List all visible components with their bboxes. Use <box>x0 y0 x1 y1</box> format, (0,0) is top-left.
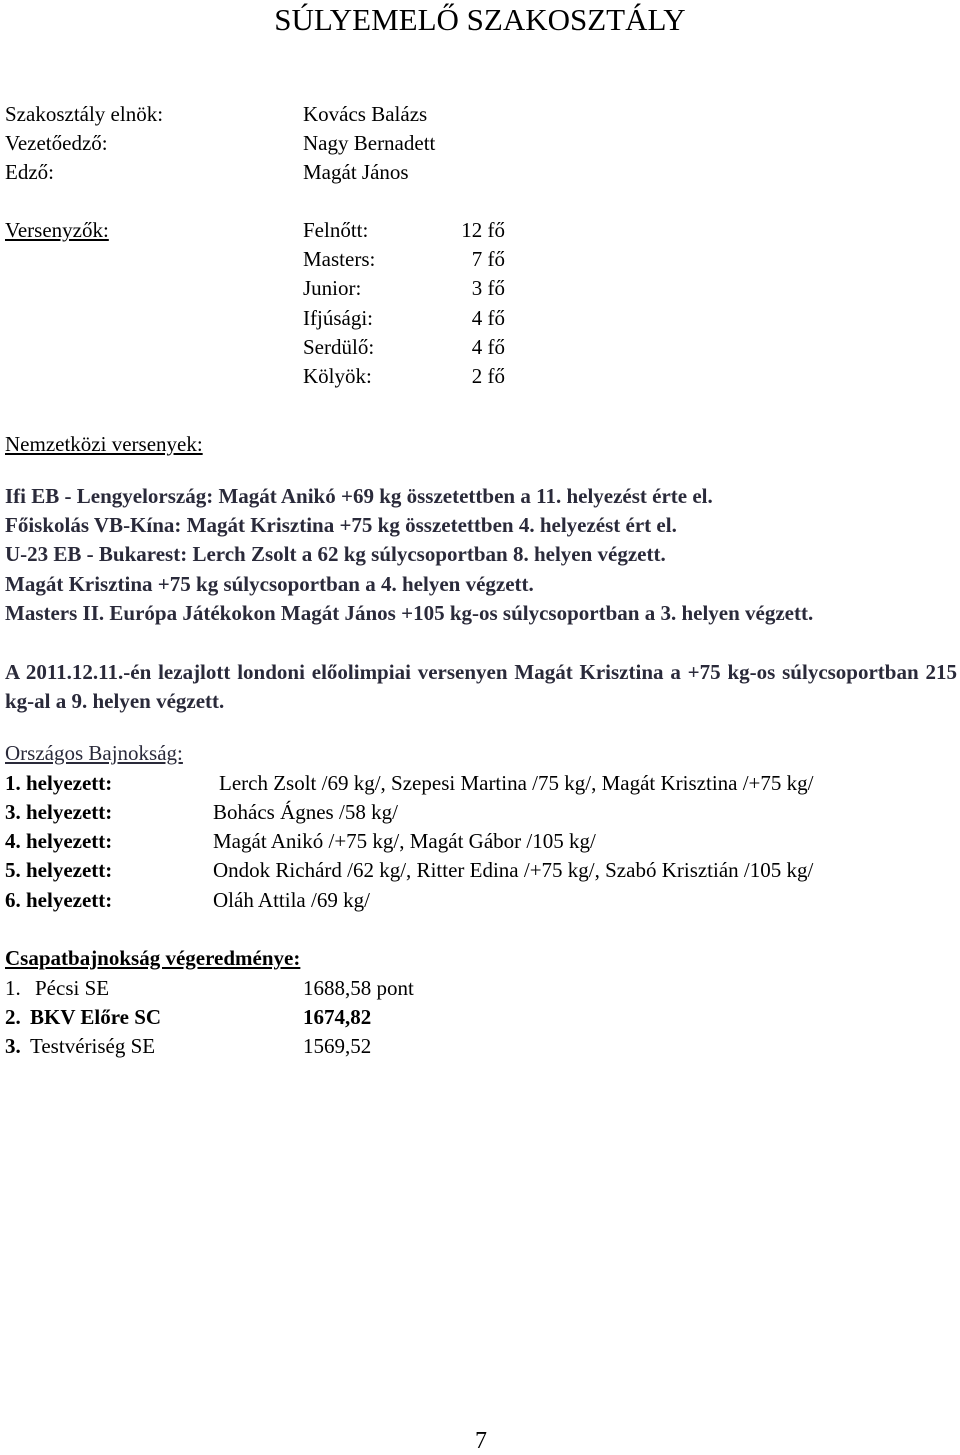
category-count: 4 fő <box>471 306 505 330</box>
page-number: 7 <box>475 1428 487 1454</box>
national-place: 6. helyezett: <box>5 888 113 912</box>
national-names: Lerch Zsolt /69 kg/, Szepesi Martina /75 kg/, Magát Krisztina /+75 kg/ <box>219 771 814 795</box>
team-club: BKV Előre SC <box>30 1005 162 1029</box>
category-label: Kölyök: <box>303 364 372 388</box>
official-label: Vezetőedző: <box>5 131 108 155</box>
national-place: 3. helyezett: <box>5 800 113 824</box>
team-club: Pécsi SE <box>35 976 110 1000</box>
category-label: Junior: <box>303 276 362 300</box>
team-club: Testvériség SE <box>30 1034 156 1058</box>
official-name: Kovács Balázs <box>303 102 428 126</box>
category-label: Masters: <box>303 247 376 271</box>
official-label: Szakosztály elnök: <box>5 102 164 126</box>
category-label: Ifjúsági: <box>303 306 373 330</box>
national-names: Bohács Ágnes /58 kg/ <box>213 800 398 824</box>
category-label: Felnőtt: <box>303 218 369 242</box>
official-name: Magát János <box>303 160 409 184</box>
international-line: Magát Krisztina +75 kg súlycsoportban a 4. helyen végzett. <box>5 572 534 596</box>
international-line: Masters II. Európa Játékokon Magát János +105 kg-os súlycsoportban a 3. helyen végzett. <box>5 601 814 625</box>
competitors-heading: Versenyzők: <box>5 218 109 242</box>
page-title: SÚLYEMELŐ SZAKOSZTÁLY <box>274 2 686 37</box>
national-names: Magát Anikó /+75 kg/, Magát Gábor /105 kg/ <box>213 829 596 853</box>
international-line: A 2011.12.11.-én lezajlott londoni előolimpiai versenyen Magát Krisztina a +75 kg-os súlycsoportban 215 kg-al a 9. helyen végzett. <box>5 660 957 713</box>
category-count: 7 fő <box>471 247 505 271</box>
team-score: 1674,82 <box>303 1005 372 1029</box>
team-row-number: 1. <box>5 976 21 1000</box>
international-heading: Nemzetközi versenyek: <box>5 432 203 456</box>
team-heading: Csapatbajnokság végeredménye: <box>5 946 301 970</box>
category-count: 3 fő <box>471 276 505 300</box>
national-place: 1. helyezett: <box>5 771 113 795</box>
national-names: Oláh Attila /69 kg/ <box>213 888 370 912</box>
category-count: 2 fő <box>471 364 505 388</box>
international-line: Főiskolás VB-Kína: Magát Krisztina +75 kg összetettben 4. helyezést ért el. <box>5 513 677 537</box>
national-names: Ondok Richárd /62 kg/, Ritter Edina /+75 kg/, Szabó Krisztián /105 kg/ <box>213 858 814 882</box>
category-count: 4 fő <box>471 335 505 359</box>
category-label: Serdülő: <box>303 335 375 359</box>
national-place: 5. helyezett: <box>5 858 113 882</box>
team-score: 1688,58 pont <box>303 976 414 1000</box>
national-place: 4. helyezett: <box>5 829 113 853</box>
international-line: Ifi EB - Lengyelország: Magát Anikó +69 kg összetettben a 11. helyezést érte el. <box>5 484 713 508</box>
team-row-number: 3. <box>5 1034 21 1058</box>
team-row-number: 2. <box>5 1005 21 1029</box>
national-heading: Országos Bajnokság: <box>5 741 183 765</box>
category-count: 12 fő <box>461 218 505 242</box>
official-label: Edző: <box>5 160 54 184</box>
team-score: 1569,52 <box>303 1034 372 1058</box>
international-line: U-23 EB - Bukarest: Lerch Zsolt a 62 kg súlycsoportban 8. helyen végzett. <box>5 542 666 566</box>
official-name: Nagy Bernadett <box>303 131 436 155</box>
